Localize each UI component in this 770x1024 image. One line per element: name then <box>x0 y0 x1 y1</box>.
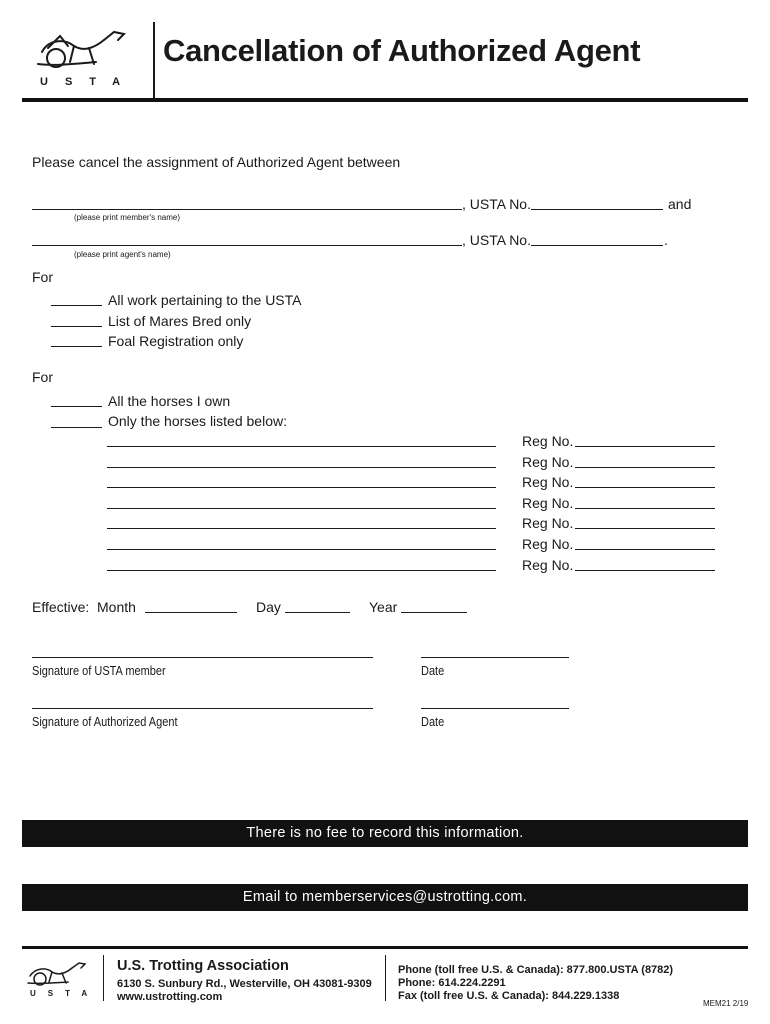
email-notice-bar <box>22 884 748 911</box>
scope-option-foal: Foal Registration only <box>108 333 244 349</box>
horse-reg-label: Reg No. <box>522 536 574 552</box>
horses-option-all-checkline[interactable] <box>51 406 102 407</box>
footer-divider-left <box>103 955 104 1001</box>
member-usta-number-field[interactable] <box>531 209 663 210</box>
effective-year-field[interactable] <box>401 612 467 613</box>
member-date-caption: Date <box>421 664 445 678</box>
usta-horse-logo-small-icon <box>26 958 90 990</box>
horse-reg-number-field[interactable] <box>575 549 715 550</box>
agent-date-field[interactable] <box>421 708 569 709</box>
footer-website[interactable]: www.ustrotting.com <box>117 991 223 1003</box>
horse-reg-label: Reg No. <box>522 433 574 449</box>
agent-usta-number-field[interactable] <box>531 245 663 246</box>
footer-address: 6130 S. Sunbury Rd., Westerville, OH 43081-9309 <box>117 978 372 990</box>
header-rule <box>22 98 748 102</box>
member-signature-caption: Signature of USTA member <box>32 664 166 678</box>
member-caption: (please print member's name) <box>74 213 181 222</box>
effective-month-field[interactable] <box>145 612 237 613</box>
scope-option-mares: List of Mares Bred only <box>108 313 252 329</box>
agent-name-field[interactable] <box>32 245 462 246</box>
agent-usta-label: , USTA No. <box>462 232 531 248</box>
usta-horse-logo-icon <box>34 22 134 78</box>
scope-option-foal-checkline[interactable] <box>51 346 102 347</box>
horses-option-listed-checkline[interactable] <box>51 427 102 428</box>
horse-reg-label: Reg No. <box>522 515 574 532</box>
page-title: Cancellation of Authorized Agent <box>163 33 641 68</box>
effective-year-label: Year <box>369 599 398 615</box>
footer-logo-letters: USTA <box>30 989 100 998</box>
agent-caption: (please print agent's name) <box>74 250 171 259</box>
agent-suffix: . <box>664 232 668 248</box>
scope-option-all-work-checkline[interactable] <box>51 305 102 306</box>
scope-option-mares-checkline[interactable] <box>51 326 102 327</box>
scope-heading: For <box>32 269 53 285</box>
horse-reg-label: Reg No. <box>522 556 574 573</box>
footer-org-name: U.S. Trotting Association <box>117 958 289 974</box>
effective-day-field[interactable] <box>285 612 350 613</box>
agent-signature-field[interactable] <box>32 708 373 709</box>
horse-reg-number-field[interactable] <box>575 446 715 447</box>
horse-name-field[interactable] <box>107 570 496 571</box>
horse-name-field[interactable] <box>107 487 496 488</box>
horse-reg-label: Reg No. <box>522 453 574 470</box>
horse-name-field[interactable] <box>107 467 496 468</box>
member-date-field[interactable] <box>421 657 569 658</box>
header-divider <box>153 22 155 98</box>
scope-option-all-work: All work pertaining to the USTA <box>108 292 302 308</box>
footer-fax: Fax (toll free U.S. & Canada): 844.229.1338 <box>398 990 620 1002</box>
member-signature-field[interactable] <box>32 657 373 658</box>
horse-reg-number-field[interactable] <box>575 528 715 529</box>
horse-reg-label: Reg No. <box>522 474 574 491</box>
horse-reg-number-field[interactable] <box>575 508 715 509</box>
effective-day-label: Day <box>256 599 281 615</box>
agent-date-caption: Date <box>421 715 445 729</box>
email-notice-text: Email to memberservices@ustrotting.com. <box>242 889 528 905</box>
effective-label: Effective: <box>32 599 90 615</box>
horses-option-listed: Only the horses listed below: <box>108 413 287 429</box>
member-suffix: and <box>668 196 692 212</box>
horse-reg-number-field[interactable] <box>575 467 715 468</box>
agent-signature-caption: Signature of Authorized Agent <box>32 715 178 729</box>
footer-rule <box>22 946 748 949</box>
footer-phone: Phone (toll free U.S. & Canada): 877.800.USTA (8782) <box>398 964 674 976</box>
fee-notice-bar <box>22 820 748 847</box>
member-name-field[interactable] <box>32 209 462 210</box>
footer-divider-right <box>385 955 386 1001</box>
horse-reg-label: Reg No. <box>522 494 574 511</box>
horse-reg-number-field[interactable] <box>575 487 715 488</box>
horse-name-field[interactable] <box>107 549 496 550</box>
logo-letters: USTA <box>40 76 138 88</box>
member-usta-label: , USTA No. <box>462 196 531 212</box>
horse-reg-number-field[interactable] <box>575 570 715 571</box>
intro-text: Please cancel the assignment of Authorized Agent between <box>32 154 401 170</box>
effective-month-label: Month <box>97 599 136 615</box>
form-code: MEM21 2/19 <box>703 999 749 1008</box>
horses-option-all: All the horses I own <box>108 393 231 409</box>
horse-name-field[interactable] <box>107 508 496 509</box>
footer-phone-local: Phone: 614.224.2291 <box>398 977 506 989</box>
horse-name-field[interactable] <box>107 446 496 447</box>
horses-heading: For <box>32 369 53 385</box>
fee-notice-text: There is no fee to record this information. <box>246 825 524 841</box>
horse-name-field[interactable] <box>107 528 496 529</box>
